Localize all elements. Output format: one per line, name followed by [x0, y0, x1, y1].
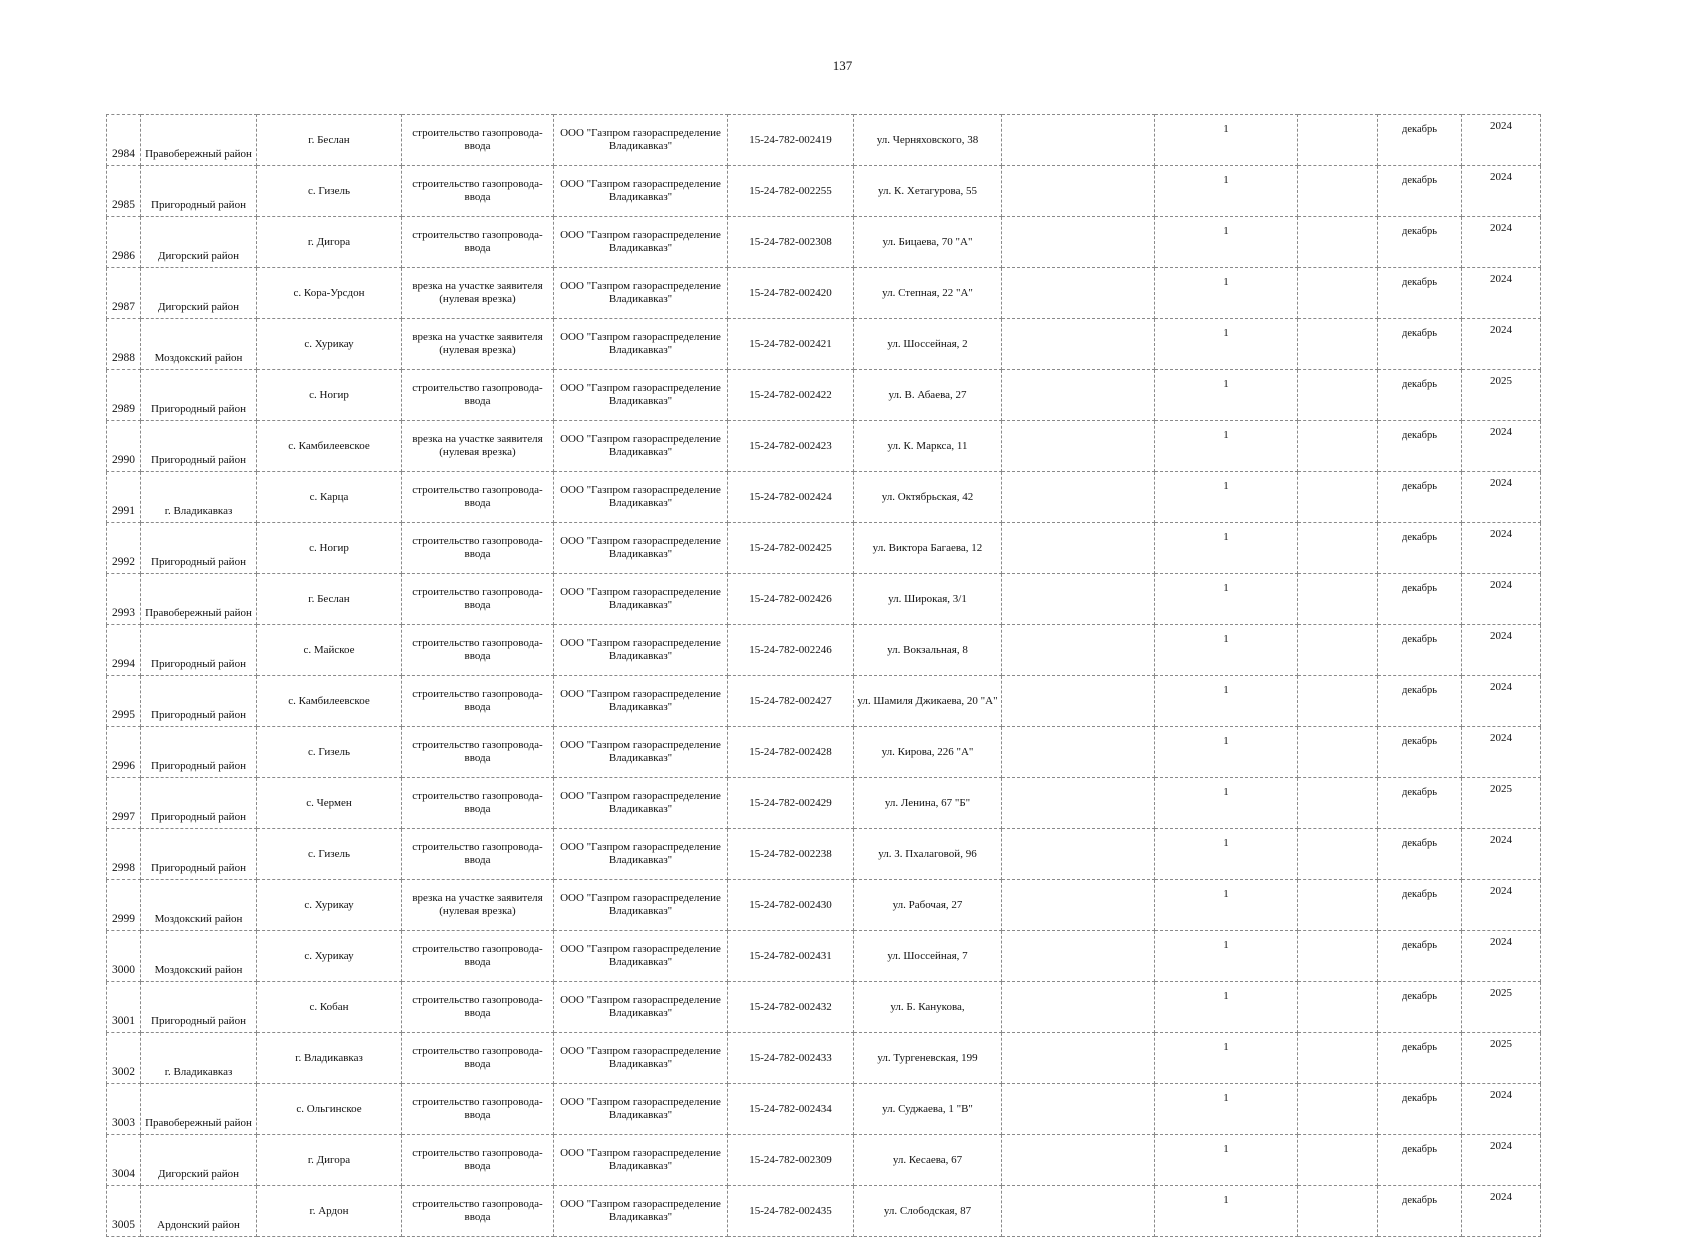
quantity-cell: 1: [1155, 217, 1298, 268]
table-row: [107, 319, 1541, 370]
empty-cell: [1298, 1084, 1378, 1135]
quantity-cell: 1: [1155, 982, 1298, 1033]
month-cell: декабрь: [1378, 217, 1462, 268]
address-cell: ул. В. Абаева, 27: [854, 370, 1002, 421]
organization-cell: ООО "Газпром газораспределение Владикавказ": [554, 370, 728, 421]
district-cell: Дигорский район: [141, 217, 257, 268]
district-cell: Правобережный район: [141, 1084, 257, 1135]
request-code-cell: 15-24-782-002432: [728, 982, 854, 1033]
year-cell: 2024: [1462, 727, 1541, 778]
request-code-cell: 15-24-782-002419: [728, 115, 854, 166]
request-code-cell: 15-24-782-002430: [728, 880, 854, 931]
row-number: 3003: [107, 1084, 141, 1135]
district-cell: Пригородный район: [141, 166, 257, 217]
empty-cell: [1002, 574, 1155, 625]
work-type-cell: строительство газопровода-ввода: [402, 523, 554, 574]
address-cell: ул. Слободская, 87: [854, 1186, 1002, 1237]
work-type-cell: строительство газопровода-ввода: [402, 931, 554, 982]
empty-cell: [1298, 166, 1378, 217]
empty-cell: [1298, 778, 1378, 829]
empty-cell: [1002, 115, 1155, 166]
address-cell: ул. Кесаева, 67: [854, 1135, 1002, 1186]
organization-cell: ООО "Газпром газораспределение Владикавказ": [554, 829, 728, 880]
table-row: [107, 217, 1541, 268]
work-type-cell: строительство газопровода-ввода: [402, 472, 554, 523]
address-cell: ул. Шамиля Джикаева, 20 "А": [854, 676, 1002, 727]
organization-cell: ООО "Газпром газораспределение Владикавказ": [554, 676, 728, 727]
table-row: [107, 676, 1541, 727]
row-number: 2993: [107, 574, 141, 625]
empty-cell: [1298, 574, 1378, 625]
empty-cell: [1002, 1135, 1155, 1186]
month-cell: декабрь: [1378, 676, 1462, 727]
organization-cell: ООО "Газпром газораспределение Владикавказ": [554, 625, 728, 676]
organization-cell: ООО "Газпром газораспределение Владикавказ": [554, 982, 728, 1033]
locality-cell: г. Дигора: [257, 1135, 402, 1186]
request-code-cell: 15-24-782-002238: [728, 829, 854, 880]
month-cell: декабрь: [1378, 880, 1462, 931]
work-type-cell: строительство газопровода-ввода: [402, 829, 554, 880]
row-number: 2999: [107, 880, 141, 931]
quantity-cell: 1: [1155, 370, 1298, 421]
table-row: [107, 472, 1541, 523]
locality-cell: г. Беслан: [257, 115, 402, 166]
row-number: 2996: [107, 727, 141, 778]
empty-cell: [1298, 1135, 1378, 1186]
quantity-cell: 1: [1155, 268, 1298, 319]
empty-cell: [1002, 1186, 1155, 1237]
row-number: 2998: [107, 829, 141, 880]
empty-cell: [1002, 370, 1155, 421]
empty-cell: [1298, 472, 1378, 523]
work-type-cell: строительство газопровода-ввода: [402, 574, 554, 625]
empty-cell: [1002, 166, 1155, 217]
empty-cell: [1298, 1186, 1378, 1237]
table-row: [107, 523, 1541, 574]
work-type-cell: строительство газопровода-ввода: [402, 1084, 554, 1135]
address-cell: ул. Вокзальная, 8: [854, 625, 1002, 676]
work-type-cell: строительство газопровода-ввода: [402, 166, 554, 217]
row-number: 2987: [107, 268, 141, 319]
address-cell: ул. Суджаева, 1 "В": [854, 1084, 1002, 1135]
address-cell: ул. Тургеневская, 199: [854, 1033, 1002, 1084]
table-row: [107, 727, 1541, 778]
request-code-cell: 15-24-782-002421: [728, 319, 854, 370]
quantity-cell: 1: [1155, 625, 1298, 676]
locality-cell: с. Хурикау: [257, 931, 402, 982]
empty-cell: [1002, 217, 1155, 268]
row-number: 2994: [107, 625, 141, 676]
empty-cell: [1298, 676, 1378, 727]
quantity-cell: 1: [1155, 676, 1298, 727]
empty-cell: [1002, 727, 1155, 778]
work-type-cell: строительство газопровода-ввода: [402, 625, 554, 676]
empty-cell: [1298, 625, 1378, 676]
locality-cell: с. Гизель: [257, 829, 402, 880]
organization-cell: ООО "Газпром газораспределение Владикавказ": [554, 523, 728, 574]
quantity-cell: 1: [1155, 880, 1298, 931]
month-cell: декабрь: [1378, 727, 1462, 778]
organization-cell: ООО "Газпром газораспределение Владикавказ": [554, 166, 728, 217]
work-type-cell: строительство газопровода-ввода: [402, 727, 554, 778]
month-cell: декабрь: [1378, 1084, 1462, 1135]
row-number: 2990: [107, 421, 141, 472]
empty-cell: [1298, 931, 1378, 982]
organization-cell: ООО "Газпром газораспределение Владикавказ": [554, 931, 728, 982]
page-number: 137: [832, 58, 853, 73]
year-cell: 2024: [1462, 166, 1541, 217]
work-type-cell: строительство газопровода-ввода: [402, 217, 554, 268]
district-cell: Пригородный район: [141, 778, 257, 829]
quantity-cell: 1: [1155, 421, 1298, 472]
organization-cell: ООО "Газпром газораспределение Владикавказ": [554, 217, 728, 268]
request-code-cell: 15-24-782-002420: [728, 268, 854, 319]
address-cell: ул. Ленина, 67 "Б": [854, 778, 1002, 829]
request-code-cell: 15-24-782-002255: [728, 166, 854, 217]
quantity-cell: 1: [1155, 778, 1298, 829]
month-cell: декабрь: [1378, 319, 1462, 370]
month-cell: декабрь: [1378, 931, 1462, 982]
table-row: [107, 1186, 1541, 1237]
request-code-cell: 15-24-782-002426: [728, 574, 854, 625]
address-cell: ул. Шоссейная, 2: [854, 319, 1002, 370]
district-cell: Дигорский район: [141, 1135, 257, 1186]
month-cell: декабрь: [1378, 523, 1462, 574]
table-row: [107, 421, 1541, 472]
locality-cell: с. Ногир: [257, 523, 402, 574]
empty-cell: [1298, 217, 1378, 268]
address-cell: ул. К. Маркса, 11: [854, 421, 1002, 472]
quantity-cell: 1: [1155, 931, 1298, 982]
work-type-cell: строительство газопровода-ввода: [402, 982, 554, 1033]
request-code-cell: 15-24-782-002427: [728, 676, 854, 727]
work-type-cell: строительство газопровода-ввода: [402, 1033, 554, 1084]
quantity-cell: 1: [1155, 319, 1298, 370]
district-cell: Дигорский район: [141, 268, 257, 319]
table-row: [107, 574, 1541, 625]
row-number: 2991: [107, 472, 141, 523]
district-cell: Правобережный район: [141, 115, 257, 166]
empty-cell: [1002, 676, 1155, 727]
row-number: 2985: [107, 166, 141, 217]
work-type-cell: строительство газопровода-ввода: [402, 115, 554, 166]
work-type-cell: строительство газопровода-ввода: [402, 1186, 554, 1237]
month-cell: декабрь: [1378, 829, 1462, 880]
quantity-cell: 1: [1155, 1135, 1298, 1186]
organization-cell: ООО "Газпром газораспределение Владикавказ": [554, 574, 728, 625]
quantity-cell: 1: [1155, 472, 1298, 523]
work-type-cell: врезка на участке заявителя (нулевая врезка): [402, 421, 554, 472]
empty-cell: [1002, 931, 1155, 982]
locality-cell: с. Кора-Урсдон: [257, 268, 402, 319]
locality-cell: с. Камбилеевское: [257, 676, 402, 727]
month-cell: декабрь: [1378, 625, 1462, 676]
empty-cell: [1298, 1033, 1378, 1084]
year-cell: 2024: [1462, 472, 1541, 523]
year-cell: 2024: [1462, 115, 1541, 166]
request-code-cell: 15-24-782-002431: [728, 931, 854, 982]
row-number: 3000: [107, 931, 141, 982]
table-row: [107, 166, 1541, 217]
year-cell: 2024: [1462, 676, 1541, 727]
address-cell: ул. Бицаева, 70 "А": [854, 217, 1002, 268]
empty-cell: [1002, 1033, 1155, 1084]
month-cell: декабрь: [1378, 1186, 1462, 1237]
year-cell: 2025: [1462, 1033, 1541, 1084]
row-number: 3004: [107, 1135, 141, 1186]
table-row: [107, 778, 1541, 829]
row-number: 2984: [107, 115, 141, 166]
year-cell: 2024: [1462, 625, 1541, 676]
empty-cell: [1002, 625, 1155, 676]
district-cell: Пригородный район: [141, 727, 257, 778]
address-cell: ул. Кирова, 226 "А": [854, 727, 1002, 778]
organization-cell: ООО "Газпром газораспределение Владикавказ": [554, 421, 728, 472]
month-cell: декабрь: [1378, 982, 1462, 1033]
locality-cell: г. Владикавказ: [257, 1033, 402, 1084]
month-cell: декабрь: [1378, 1033, 1462, 1084]
locality-cell: с. Кобан: [257, 982, 402, 1033]
address-cell: ул. Черняховского, 38: [854, 115, 1002, 166]
row-number: 2992: [107, 523, 141, 574]
year-cell: 2024: [1462, 421, 1541, 472]
year-cell: 2024: [1462, 574, 1541, 625]
request-code-cell: 15-24-782-002435: [728, 1186, 854, 1237]
district-cell: Пригородный район: [141, 625, 257, 676]
organization-cell: ООО "Газпром газораспределение Владикавказ": [554, 115, 728, 166]
organization-cell: ООО "Газпром газораспределение Владикавказ": [554, 1033, 728, 1084]
district-cell: Правобережный район: [141, 574, 257, 625]
request-code-cell: 15-24-782-002428: [728, 727, 854, 778]
year-cell: 2024: [1462, 1135, 1541, 1186]
district-cell: г. Владикавказ: [141, 1033, 257, 1084]
organization-cell: ООО "Газпром газораспределение Владикавказ": [554, 1135, 728, 1186]
year-cell: 2025: [1462, 778, 1541, 829]
month-cell: декабрь: [1378, 268, 1462, 319]
month-cell: декабрь: [1378, 472, 1462, 523]
row-number: 2986: [107, 217, 141, 268]
month-cell: декабрь: [1378, 1135, 1462, 1186]
request-code-cell: 15-24-782-002425: [728, 523, 854, 574]
table-row: [107, 370, 1541, 421]
table-row: [107, 268, 1541, 319]
district-cell: Ардонский район: [141, 1186, 257, 1237]
year-cell: 2024: [1462, 268, 1541, 319]
year-cell: 2024: [1462, 217, 1541, 268]
locality-cell: с. Ногир: [257, 370, 402, 421]
address-cell: ул. Октябрьская, 42: [854, 472, 1002, 523]
request-code-cell: 15-24-782-002308: [728, 217, 854, 268]
empty-cell: [1002, 421, 1155, 472]
district-cell: Моздокский район: [141, 931, 257, 982]
district-cell: Пригородный район: [141, 523, 257, 574]
row-number: 2997: [107, 778, 141, 829]
locality-cell: г. Ардон: [257, 1186, 402, 1237]
address-cell: ул. Виктора Багаева, 12: [854, 523, 1002, 574]
address-cell: ул. Б. Канукова,: [854, 982, 1002, 1033]
locality-cell: г. Беслан: [257, 574, 402, 625]
year-cell: 2024: [1462, 1084, 1541, 1135]
empty-cell: [1298, 268, 1378, 319]
locality-cell: с. Карца: [257, 472, 402, 523]
row-number: 2989: [107, 370, 141, 421]
address-cell: ул. Рабочая, 27: [854, 880, 1002, 931]
quantity-cell: 1: [1155, 727, 1298, 778]
address-cell: ул. Широкая, 3/1: [854, 574, 1002, 625]
month-cell: декабрь: [1378, 778, 1462, 829]
organization-cell: ООО "Газпром газораспределение Владикавказ": [554, 319, 728, 370]
district-cell: Пригородный район: [141, 370, 257, 421]
year-cell: 2024: [1462, 1186, 1541, 1237]
request-code-cell: 15-24-782-002423: [728, 421, 854, 472]
work-type-cell: врезка на участке заявителя (нулевая врезка): [402, 319, 554, 370]
request-code-cell: 15-24-782-002424: [728, 472, 854, 523]
locality-cell: с. Гизель: [257, 727, 402, 778]
work-type-cell: строительство газопровода-ввода: [402, 1135, 554, 1186]
year-cell: 2024: [1462, 931, 1541, 982]
table-row: [107, 625, 1541, 676]
quantity-cell: 1: [1155, 1033, 1298, 1084]
address-cell: ул. Шоссейная, 7: [854, 931, 1002, 982]
quantity-cell: 1: [1155, 166, 1298, 217]
table-row: [107, 1084, 1541, 1135]
row-number: 2988: [107, 319, 141, 370]
locality-cell: с. Камбилеевское: [257, 421, 402, 472]
year-cell: 2024: [1462, 880, 1541, 931]
empty-cell: [1002, 778, 1155, 829]
table-row: [107, 115, 1541, 166]
month-cell: декабрь: [1378, 421, 1462, 472]
district-cell: г. Владикавказ: [141, 472, 257, 523]
locality-cell: с. Чермен: [257, 778, 402, 829]
address-cell: ул. З. Пхалаговой, 96: [854, 829, 1002, 880]
request-code-cell: 15-24-782-002246: [728, 625, 854, 676]
organization-cell: ООО "Газпром газораспределение Владикавказ": [554, 472, 728, 523]
locality-cell: с. Хурикау: [257, 880, 402, 931]
district-cell: Пригородный район: [141, 421, 257, 472]
locality-cell: с. Майское: [257, 625, 402, 676]
empty-cell: [1002, 472, 1155, 523]
month-cell: декабрь: [1378, 166, 1462, 217]
empty-cell: [1298, 421, 1378, 472]
empty-cell: [1002, 268, 1155, 319]
empty-cell: [1298, 829, 1378, 880]
locality-cell: с. Гизель: [257, 166, 402, 217]
table-row: [107, 829, 1541, 880]
organization-cell: ООО "Газпром газораспределение Владикавказ": [554, 727, 728, 778]
address-cell: ул. К. Хетагурова, 55: [854, 166, 1002, 217]
year-cell: 2025: [1462, 370, 1541, 421]
empty-cell: [1002, 523, 1155, 574]
locality-cell: с. Ольгинское: [257, 1084, 402, 1135]
gas-connection-table: [106, 114, 1541, 1237]
empty-cell: [1002, 1084, 1155, 1135]
empty-cell: [1298, 880, 1378, 931]
month-cell: декабрь: [1378, 115, 1462, 166]
table-body: [107, 115, 1541, 1237]
year-cell: 2024: [1462, 829, 1541, 880]
empty-cell: [1002, 982, 1155, 1033]
locality-cell: г. Дигора: [257, 217, 402, 268]
table-row: [107, 1135, 1541, 1186]
empty-cell: [1002, 319, 1155, 370]
work-type-cell: врезка на участке заявителя (нулевая врезка): [402, 880, 554, 931]
address-cell: ул. Степная, 22 "А": [854, 268, 1002, 319]
organization-cell: ООО "Газпром газораспределение Владикавказ": [554, 1186, 728, 1237]
request-code-cell: 15-24-782-002422: [728, 370, 854, 421]
month-cell: декабрь: [1378, 370, 1462, 421]
quantity-cell: 1: [1155, 574, 1298, 625]
district-cell: Моздокский район: [141, 319, 257, 370]
request-code-cell: 15-24-782-002434: [728, 1084, 854, 1135]
district-cell: Пригородный район: [141, 829, 257, 880]
quantity-cell: 1: [1155, 1084, 1298, 1135]
table-row: [107, 880, 1541, 931]
row-number: 3005: [107, 1186, 141, 1237]
empty-cell: [1298, 115, 1378, 166]
quantity-cell: 1: [1155, 523, 1298, 574]
year-cell: 2025: [1462, 982, 1541, 1033]
empty-cell: [1298, 982, 1378, 1033]
empty-cell: [1298, 727, 1378, 778]
work-type-cell: строительство газопровода-ввода: [402, 676, 554, 727]
organization-cell: ООО "Газпром газораспределение Владикавказ": [554, 268, 728, 319]
table-row: [107, 982, 1541, 1033]
district-cell: Пригородный район: [141, 676, 257, 727]
organization-cell: ООО "Газпром газораспределение Владикавказ": [554, 1084, 728, 1135]
work-type-cell: строительство газопровода-ввода: [402, 778, 554, 829]
work-type-cell: строительство газопровода-ввода: [402, 370, 554, 421]
row-number: 3002: [107, 1033, 141, 1084]
organization-cell: ООО "Газпром газораспределение Владикавказ": [554, 880, 728, 931]
empty-cell: [1002, 829, 1155, 880]
request-code-cell: 15-24-782-002309: [728, 1135, 854, 1186]
quantity-cell: 1: [1155, 829, 1298, 880]
empty-cell: [1298, 370, 1378, 421]
month-cell: декабрь: [1378, 574, 1462, 625]
year-cell: 2024: [1462, 319, 1541, 370]
work-type-cell: врезка на участке заявителя (нулевая врезка): [402, 268, 554, 319]
year-cell: 2024: [1462, 523, 1541, 574]
locality-cell: с. Хурикау: [257, 319, 402, 370]
empty-cell: [1298, 523, 1378, 574]
organization-cell: ООО "Газпром газораспределение Владикавказ": [554, 778, 728, 829]
quantity-cell: 1: [1155, 1186, 1298, 1237]
empty-cell: [1002, 880, 1155, 931]
row-number: 2995: [107, 676, 141, 727]
request-code-cell: 15-24-782-002433: [728, 1033, 854, 1084]
district-cell: Пригородный район: [141, 982, 257, 1033]
request-code-cell: 15-24-782-002429: [728, 778, 854, 829]
empty-cell: [1298, 319, 1378, 370]
district-cell: Моздокский район: [141, 880, 257, 931]
quantity-cell: 1: [1155, 115, 1298, 166]
row-number: 3001: [107, 982, 141, 1033]
table-row: [107, 1033, 1541, 1084]
table-row: [107, 931, 1541, 982]
